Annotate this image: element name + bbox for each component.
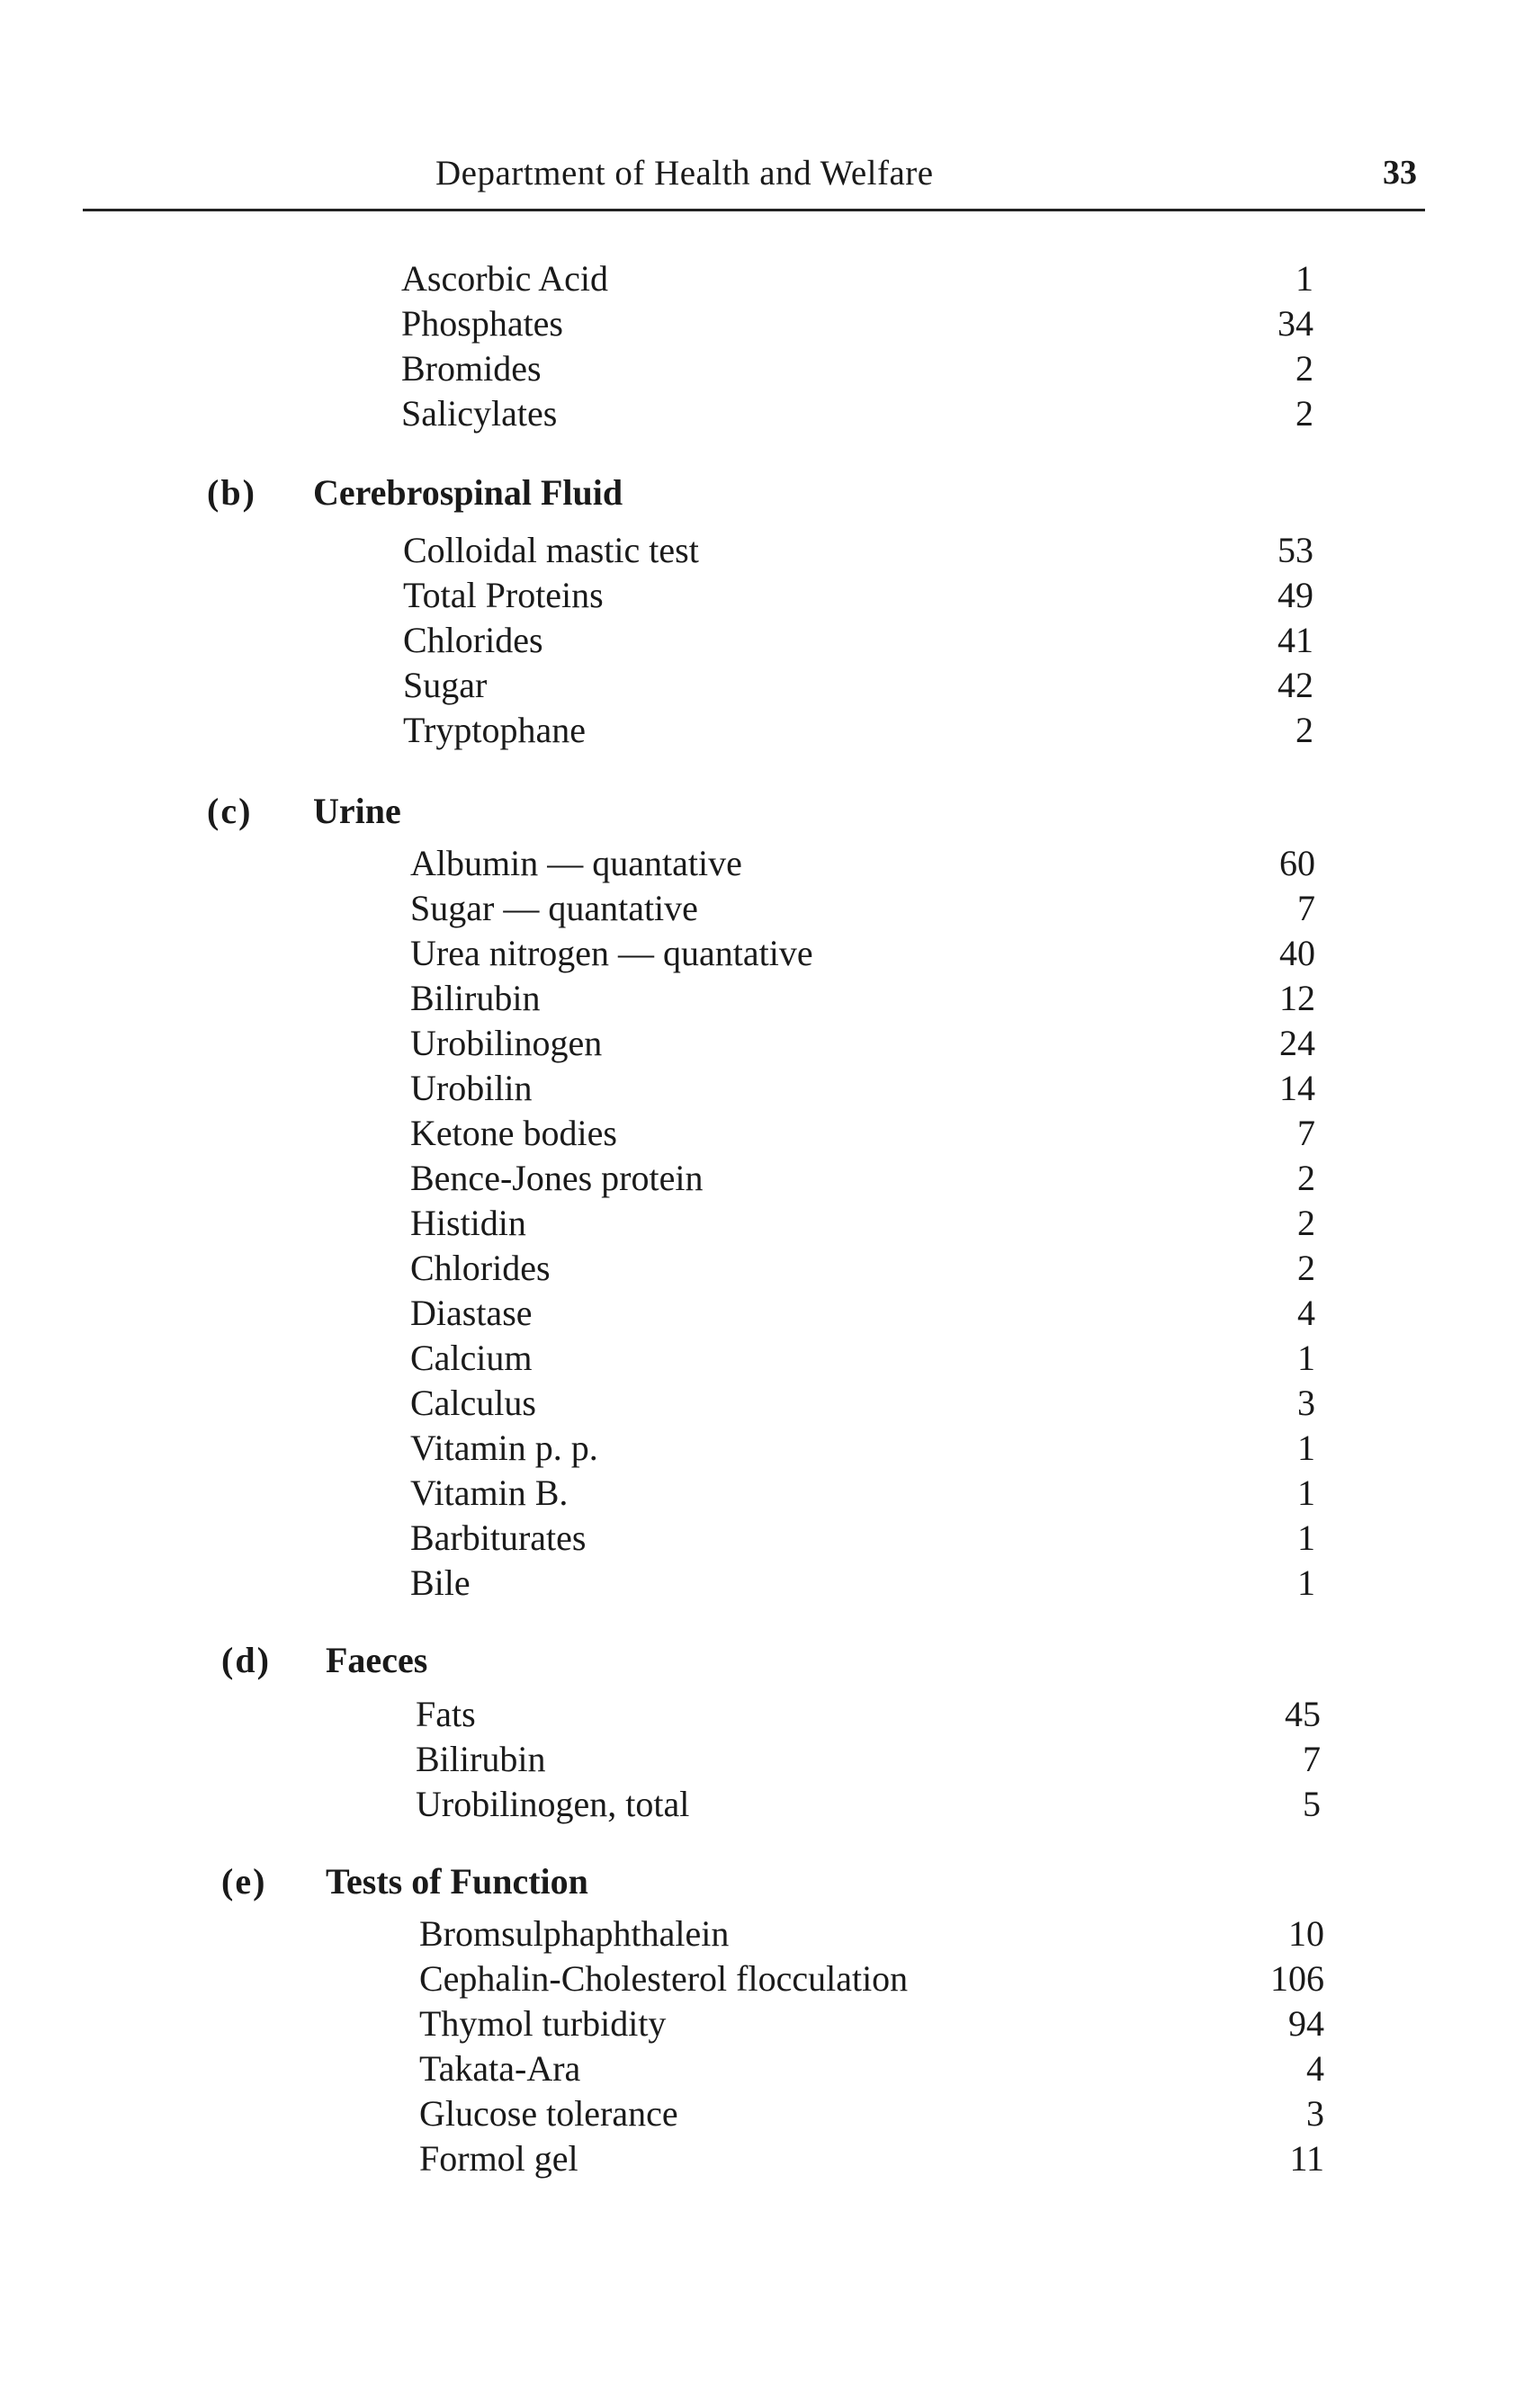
item-count: 3 bbox=[1306, 2093, 1324, 2134]
item-name: Bromsulphaphthalein bbox=[419, 1913, 730, 1954]
section-title: Urine bbox=[313, 791, 401, 831]
item-count: 2 bbox=[1295, 393, 1313, 434]
item-count: 1 bbox=[1297, 1562, 1315, 1603]
item-name: Chlorides bbox=[403, 620, 543, 660]
item-name: Bilirubin bbox=[410, 978, 541, 1018]
item-name: Glucose tolerance bbox=[419, 2093, 678, 2134]
item-count: 49 bbox=[1277, 575, 1313, 615]
item-name: Histidin bbox=[410, 1203, 526, 1243]
item-count: 4 bbox=[1297, 1293, 1315, 1333]
item-count: 3 bbox=[1297, 1383, 1315, 1423]
item-count: 40 bbox=[1279, 933, 1315, 973]
item-name: Diastase bbox=[410, 1293, 533, 1333]
item-count: 1 bbox=[1295, 258, 1313, 299]
item-name: Sugar — quantative bbox=[410, 888, 698, 928]
item-count: 106 bbox=[1270, 1958, 1324, 1999]
item-count: 11 bbox=[1289, 2138, 1324, 2179]
item-name: Cephalin-Cholesterol flocculation bbox=[419, 1958, 909, 1999]
item-count: 1 bbox=[1297, 1338, 1315, 1378]
item-name: Sugar bbox=[403, 665, 488, 705]
page-number: 33 bbox=[1383, 154, 1417, 192]
item-name: Takata-Ara bbox=[419, 2048, 581, 2089]
item-name: Bilirubin bbox=[416, 1739, 546, 1779]
item-count: 1 bbox=[1297, 1473, 1315, 1513]
item-count: 2 bbox=[1297, 1203, 1315, 1243]
item-count: 4 bbox=[1306, 2048, 1324, 2089]
item-name: Ascorbic Acid bbox=[401, 258, 608, 299]
item-name: Ketone bodies bbox=[410, 1113, 617, 1153]
section-letter: (b) bbox=[207, 472, 256, 513]
item-name: Calculus bbox=[410, 1383, 536, 1423]
section-letter: (d) bbox=[221, 1640, 271, 1680]
running-title: Department of Health and Welfare bbox=[435, 154, 934, 192]
item-name: Chlorides bbox=[410, 1248, 551, 1288]
item-name: Vitamin p. p. bbox=[410, 1428, 598, 1468]
section-title: Cerebrospinal Fluid bbox=[313, 472, 623, 513]
section-title: Tests of Function bbox=[326, 1861, 588, 1902]
item-name: Calcium bbox=[410, 1338, 533, 1378]
item-name: Bile bbox=[410, 1562, 471, 1603]
item-name: Colloidal mastic test bbox=[403, 530, 699, 570]
item-count: 60 bbox=[1279, 843, 1315, 883]
item-count: 5 bbox=[1303, 1784, 1321, 1824]
item-count: 1 bbox=[1297, 1517, 1315, 1558]
item-name: Total Proteins bbox=[403, 575, 604, 615]
item-count: 24 bbox=[1279, 1023, 1315, 1063]
item-name: Formol gel bbox=[419, 2138, 578, 2179]
item-count: 7 bbox=[1303, 1739, 1321, 1779]
section-title: Faeces bbox=[326, 1640, 428, 1680]
item-name: Bence-Jones protein bbox=[410, 1158, 704, 1198]
item-count: 2 bbox=[1297, 1158, 1315, 1198]
item-name: Urea nitrogen — quantative bbox=[410, 933, 813, 973]
item-name: Salicylates bbox=[401, 393, 558, 434]
item-name: Tryptophane bbox=[403, 710, 586, 750]
item-count: 7 bbox=[1297, 1113, 1315, 1153]
section-letter: (c) bbox=[207, 791, 253, 831]
item-count: 14 bbox=[1279, 1068, 1315, 1108]
item-name: Bromides bbox=[401, 348, 542, 389]
item-count: 45 bbox=[1285, 1694, 1321, 1734]
item-name: Fats bbox=[416, 1694, 476, 1734]
item-count: 42 bbox=[1277, 665, 1313, 705]
item-count: 2 bbox=[1297, 1248, 1315, 1288]
item-name: Thymol turbidity bbox=[419, 2003, 667, 2044]
section-letter: (e) bbox=[221, 1861, 267, 1902]
item-name: Urobilin bbox=[410, 1068, 533, 1108]
header-rule bbox=[83, 209, 1425, 211]
item-name: Albumin — quantative bbox=[410, 843, 742, 883]
item-count: 53 bbox=[1277, 530, 1313, 570]
item-count: 94 bbox=[1288, 2003, 1324, 2044]
item-count: 7 bbox=[1297, 888, 1315, 928]
item-name: Phosphates bbox=[401, 303, 563, 344]
item-count: 1 bbox=[1297, 1428, 1315, 1468]
item-count: 41 bbox=[1277, 620, 1313, 660]
item-name: Vitamin B. bbox=[410, 1473, 569, 1513]
item-count: 2 bbox=[1295, 710, 1313, 750]
item-name: Urobilinogen bbox=[410, 1023, 603, 1063]
item-count: 34 bbox=[1277, 303, 1313, 344]
item-name: Urobilinogen, total bbox=[416, 1784, 690, 1824]
item-count: 12 bbox=[1279, 978, 1315, 1018]
item-count: 10 bbox=[1288, 1913, 1324, 1954]
item-name: Barbiturates bbox=[410, 1517, 587, 1558]
item-count: 2 bbox=[1295, 348, 1313, 389]
